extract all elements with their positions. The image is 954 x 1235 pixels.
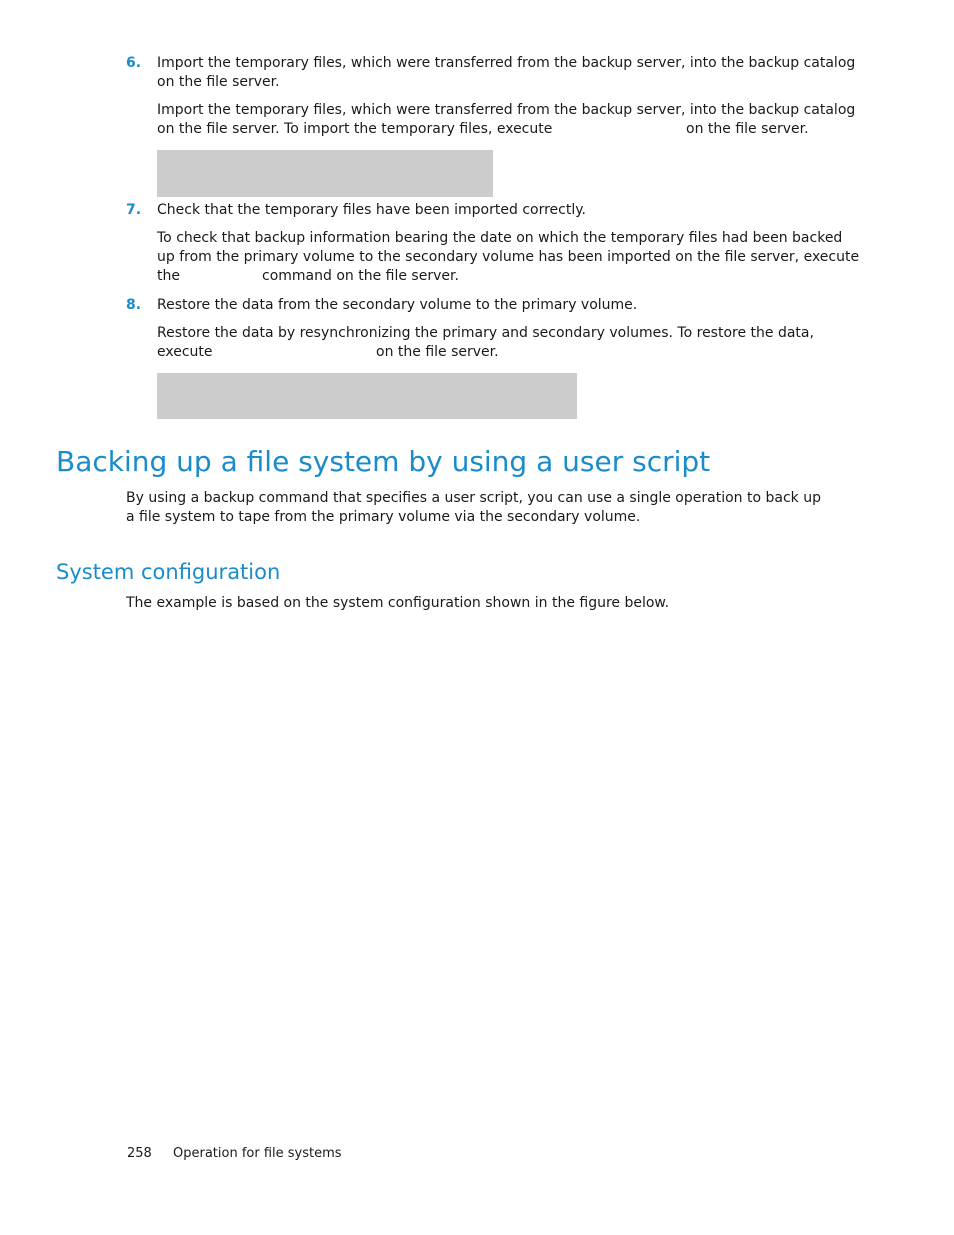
step-number: 6. bbox=[126, 55, 142, 71]
code-example-box bbox=[157, 150, 493, 197]
section-intro: By using a backup command that specifies a user script, you can use a single operation to back up bbox=[126, 490, 821, 506]
step-detail: up from the primary volume to the secondary volume has been imported on the file server, execute bbox=[157, 249, 860, 265]
section-title: Backing up a file system by using a user script bbox=[56, 445, 711, 478]
subsection-title: System configuration bbox=[56, 560, 281, 584]
step-detail: on the file server. bbox=[376, 344, 499, 360]
step-number: 8. bbox=[126, 297, 142, 313]
step-detail: the bbox=[157, 268, 180, 284]
step-summary-continued: on the file server. bbox=[157, 74, 280, 90]
page-number: 258 bbox=[127, 1146, 152, 1161]
footer-chapter-title: Operation for file systems bbox=[173, 1146, 342, 1161]
step-number: 7. bbox=[126, 202, 142, 218]
step-detail: Import the temporary files, which were transferred from the backup server, into the backup catalog bbox=[157, 102, 856, 118]
step-detail: on the file server. bbox=[686, 121, 809, 137]
step-detail: execute bbox=[157, 344, 213, 360]
step-detail: command on the file server. bbox=[262, 268, 459, 284]
step-detail: on the file server. To import the temporary files, execute bbox=[157, 121, 553, 137]
step-summary: Import the temporary files, which were transferred from the backup server, into the backup catalog bbox=[157, 55, 856, 71]
step-summary: Check that the temporary files have been imported correctly. bbox=[157, 202, 586, 218]
step-detail: To check that backup information bearing the date on which the temporary files had been backed bbox=[157, 230, 843, 246]
step-summary: Restore the data from the secondary volume to the primary volume. bbox=[157, 297, 638, 313]
step-detail: Restore the data by resynchronizing the primary and secondary volumes. To restore the data, bbox=[157, 325, 814, 341]
code-example-box bbox=[157, 373, 577, 419]
subsection-text: The example is based on the system configuration shown in the figure below. bbox=[126, 595, 670, 611]
section-intro: a file system to tape from the primary volume via the secondary volume. bbox=[126, 509, 641, 525]
